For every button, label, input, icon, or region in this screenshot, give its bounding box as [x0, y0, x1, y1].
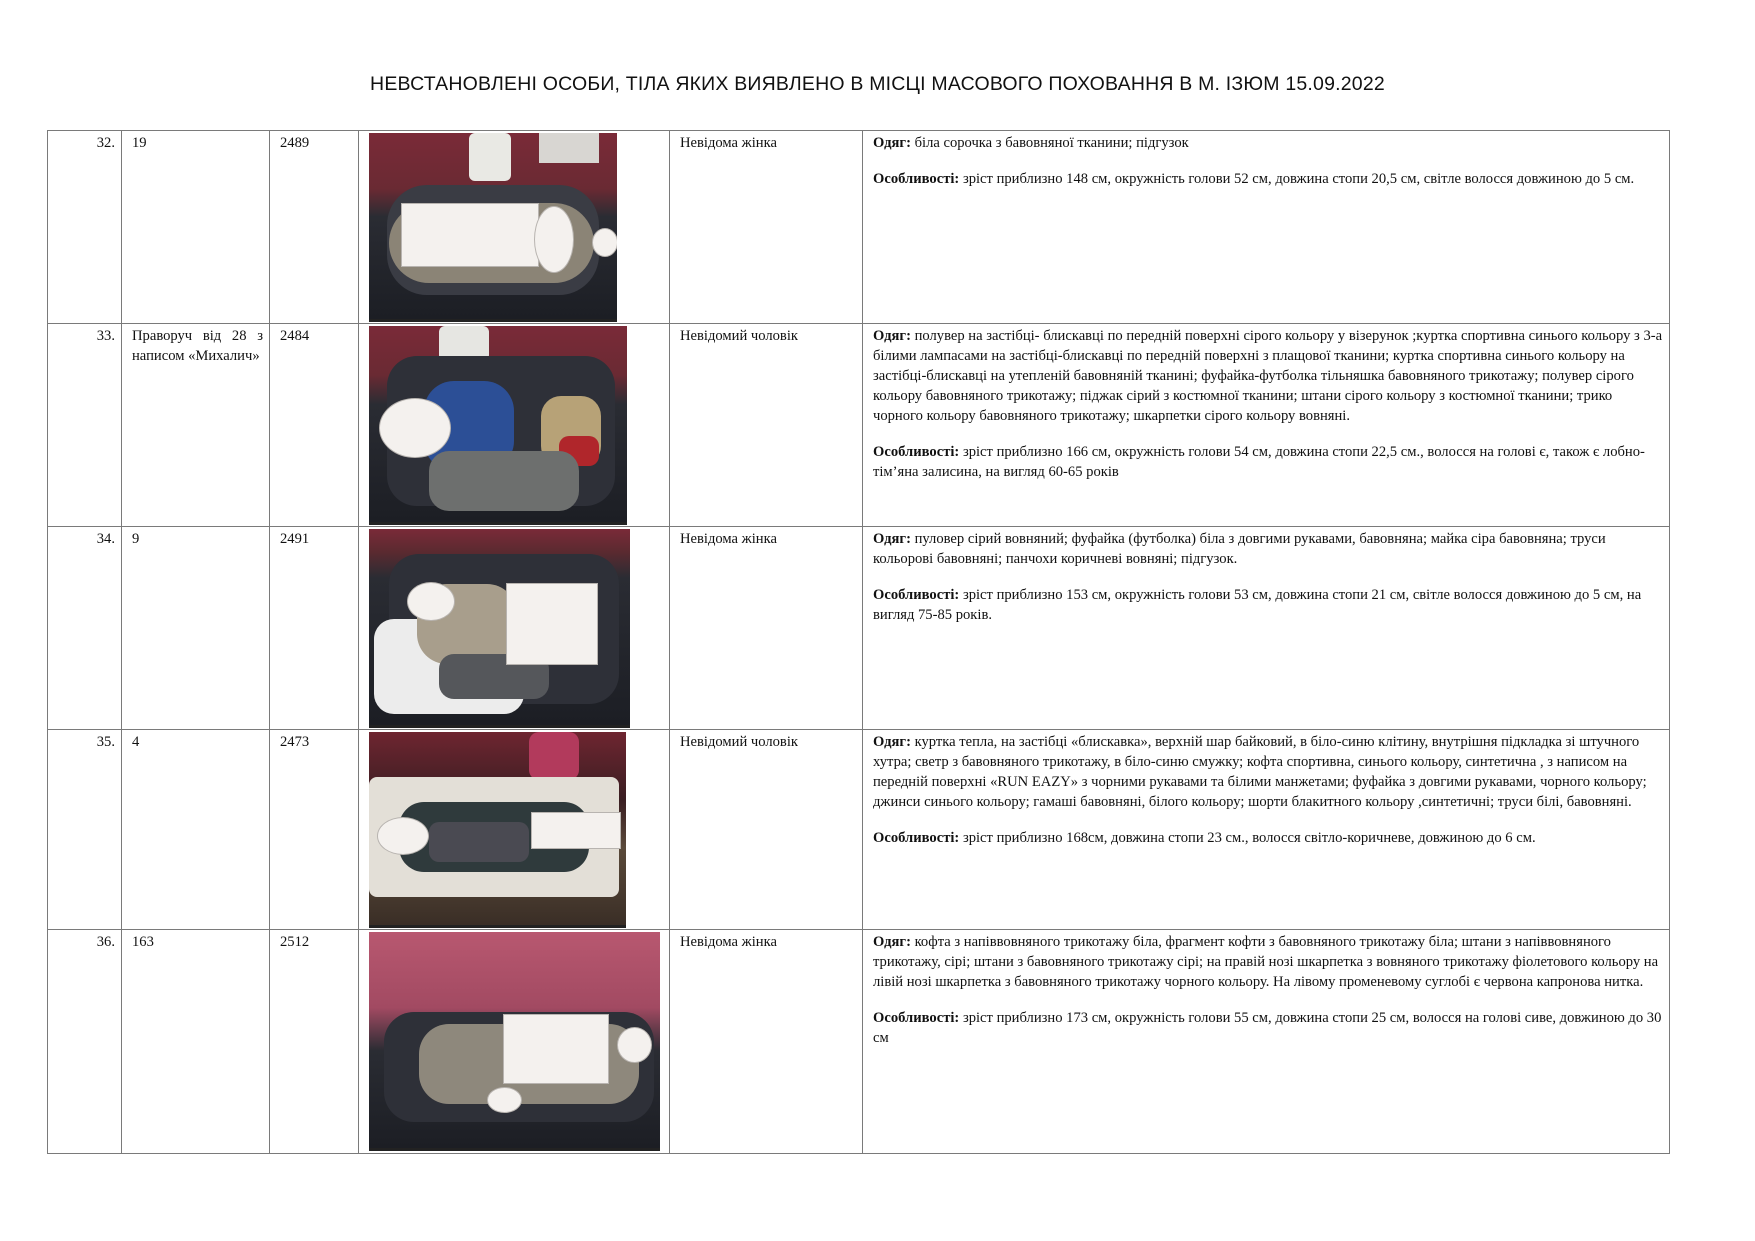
description-cell: [863, 324, 1670, 527]
features-label: Особливості:: [873, 1010, 960, 1026]
features-label: Особливості:: [873, 830, 960, 846]
location-cell: 19: [122, 131, 270, 324]
location-cell: 163: [122, 930, 270, 1154]
photo-cell: [359, 324, 670, 527]
person-cell: Невідомий чоловік: [670, 324, 863, 527]
code-cell: 2484: [270, 324, 359, 527]
photo: [369, 133, 617, 322]
photo-cell: [359, 730, 670, 930]
photo-cell: [359, 527, 670, 730]
features-text: Особливості: зріст приблизно 153 см, окружність голови 53 см, довжина стопи 21 см, світле волосся довжиною до 5 см, на вигляд 75-85 років.: [873, 587, 1642, 623]
location-cell: 4: [122, 730, 270, 930]
code-cell: 2491: [270, 527, 359, 730]
person-cell: Невідома жінка: [670, 930, 863, 1154]
description-cell: [863, 527, 1670, 730]
table-row: [48, 930, 1670, 1154]
clothing-label: Одяг:: [873, 734, 911, 750]
location-cell: Праворуч від 28 з написом «Михалич»: [122, 324, 270, 527]
row-number: 32.: [48, 131, 122, 324]
person-cell: Невідома жінка: [670, 131, 863, 324]
table-row: [48, 730, 1670, 930]
clothing-label: Одяг:: [873, 934, 911, 950]
table-row: [48, 527, 1670, 730]
clothing-text: Одяг: біла сорочка з бавовняної тканини; підгузок: [873, 135, 1189, 151]
features-label: Особливості:: [873, 444, 960, 460]
photo: [369, 932, 660, 1151]
description-cell: [863, 730, 1670, 930]
row-number: 35.: [48, 730, 122, 930]
features-label: Особливості:: [873, 587, 960, 603]
description-cell: [863, 930, 1670, 1154]
description-cell: [863, 131, 1670, 324]
features-text: Особливості: зріст приблизно 168см, довжина стопи 23 см., волосся світло-коричневе, довжиною до 6 см.: [873, 830, 1536, 846]
clothing-label: Одяг:: [873, 328, 911, 344]
records-table: [47, 130, 1670, 1154]
features-text: Особливості: зріст приблизно 173 см, окружність голови 55 см, довжина стопи 25 см, волосся на голові сиве, довжиною до 30 см: [873, 1010, 1662, 1046]
table-row: [48, 324, 1670, 527]
page-title: НЕВСТАНОВЛЕНІ ОСОБИ, ТІЛА ЯКИХ ВИЯВЛЕНО В МІСЦІ МАСОВОГО ПОХОВАННЯ В М. ІЗЮМ 15.09.2022: [370, 73, 1385, 95]
photo-cell: [359, 930, 670, 1154]
table-row: [48, 131, 1670, 324]
row-number: 36.: [48, 930, 122, 1154]
location-cell: 9: [122, 527, 270, 730]
code-cell: 2489: [270, 131, 359, 324]
features-text: Особливості: зріст приблизно 166 см, окружність голови 54 см, довжина стопи 22,5 см., волосся на голові є, також є лобно-тім’яна залисина, на вигляд 60-65 років: [873, 444, 1645, 480]
person-cell: Невідомий чоловік: [670, 730, 863, 930]
clothing-text: Одяг: полувер на застібці- блискавці по передній поверхні сірого кольору у візерунок ;куртка спортивна синього кольору з 3-а білими лампасами на застібці-блискавці по передній поверхні з плащової тканини; куртка спортивна синього кольору на застібці-блискавці на утепленій бавовняній тканині; фуфайка-футболка тільняшка бавовняного трикотажу; полувер сірого кольору бавовняного трикотажу; піджак сірий з костюмної тканини; штани сірого кольору з костюмної тканини; трико чорного кольору бавовняного трикотажу; шкарпетки сірого кольору вовняні.: [873, 328, 1663, 424]
clothing-text: Одяг: пуловер сірий вовняний; фуфайка (футболка) біла з довгими рукавами, бавовняна; майка сіра бавовняна; труси кольорові бавовняні; панчохи коричневі вовняні; підгузок.: [873, 531, 1606, 567]
clothing-text: Одяг: куртка тепла, на застібці «блискавка», верхній шар байковий, в біло-синю клітину, внутрішня підкладка зі штучного хутра; светр з бавовняного трикотажу, в біло-синю смужку; кофта спортивна, синього кольору, синтетична , з написом на передній поверхні «RUN EAZY» з чорними рукавами та білими манжетами; фуфайка з довгими рукавами, чорного кольору; джинси синього кольору; гамаші бавовняні, білого кольору; шорти блакитного кольору ,синтетичні; труси білі, бавовняні.: [873, 734, 1647, 810]
clothing-label: Одяг:: [873, 135, 911, 151]
row-number: 34.: [48, 527, 122, 730]
code-cell: 2512: [270, 930, 359, 1154]
features-label: Особливості:: [873, 171, 960, 187]
photo: [369, 732, 626, 928]
row-number: 33.: [48, 324, 122, 527]
clothing-text: Одяг: кофта з напіввовняного трикотажу біла, фрагмент кофти з бавовняного трикотажу біла; штани з напіввовняного трикотажу, сірі; штани з бавовняного трикотажу сірі; на правій нозі шкарпетка з вовняного трикотажу фіолетового кольору на лівій нозі шкарпетка з бавовняного трикотажу чорного кольору. На лівому променевому суглобі є червона капронова нитка.: [873, 934, 1659, 990]
photo-cell: [359, 131, 670, 324]
photo: [369, 326, 627, 525]
photo: [369, 529, 630, 728]
clothing-label: Одяг:: [873, 531, 911, 547]
features-text: Особливості: зріст приблизно 148 см, окружність голови 52 см, довжина стопи 20,5 см, світле волосся довжиною до 5 см.: [873, 171, 1635, 187]
person-cell: Невідома жінка: [670, 527, 863, 730]
code-cell: 2473: [270, 730, 359, 930]
